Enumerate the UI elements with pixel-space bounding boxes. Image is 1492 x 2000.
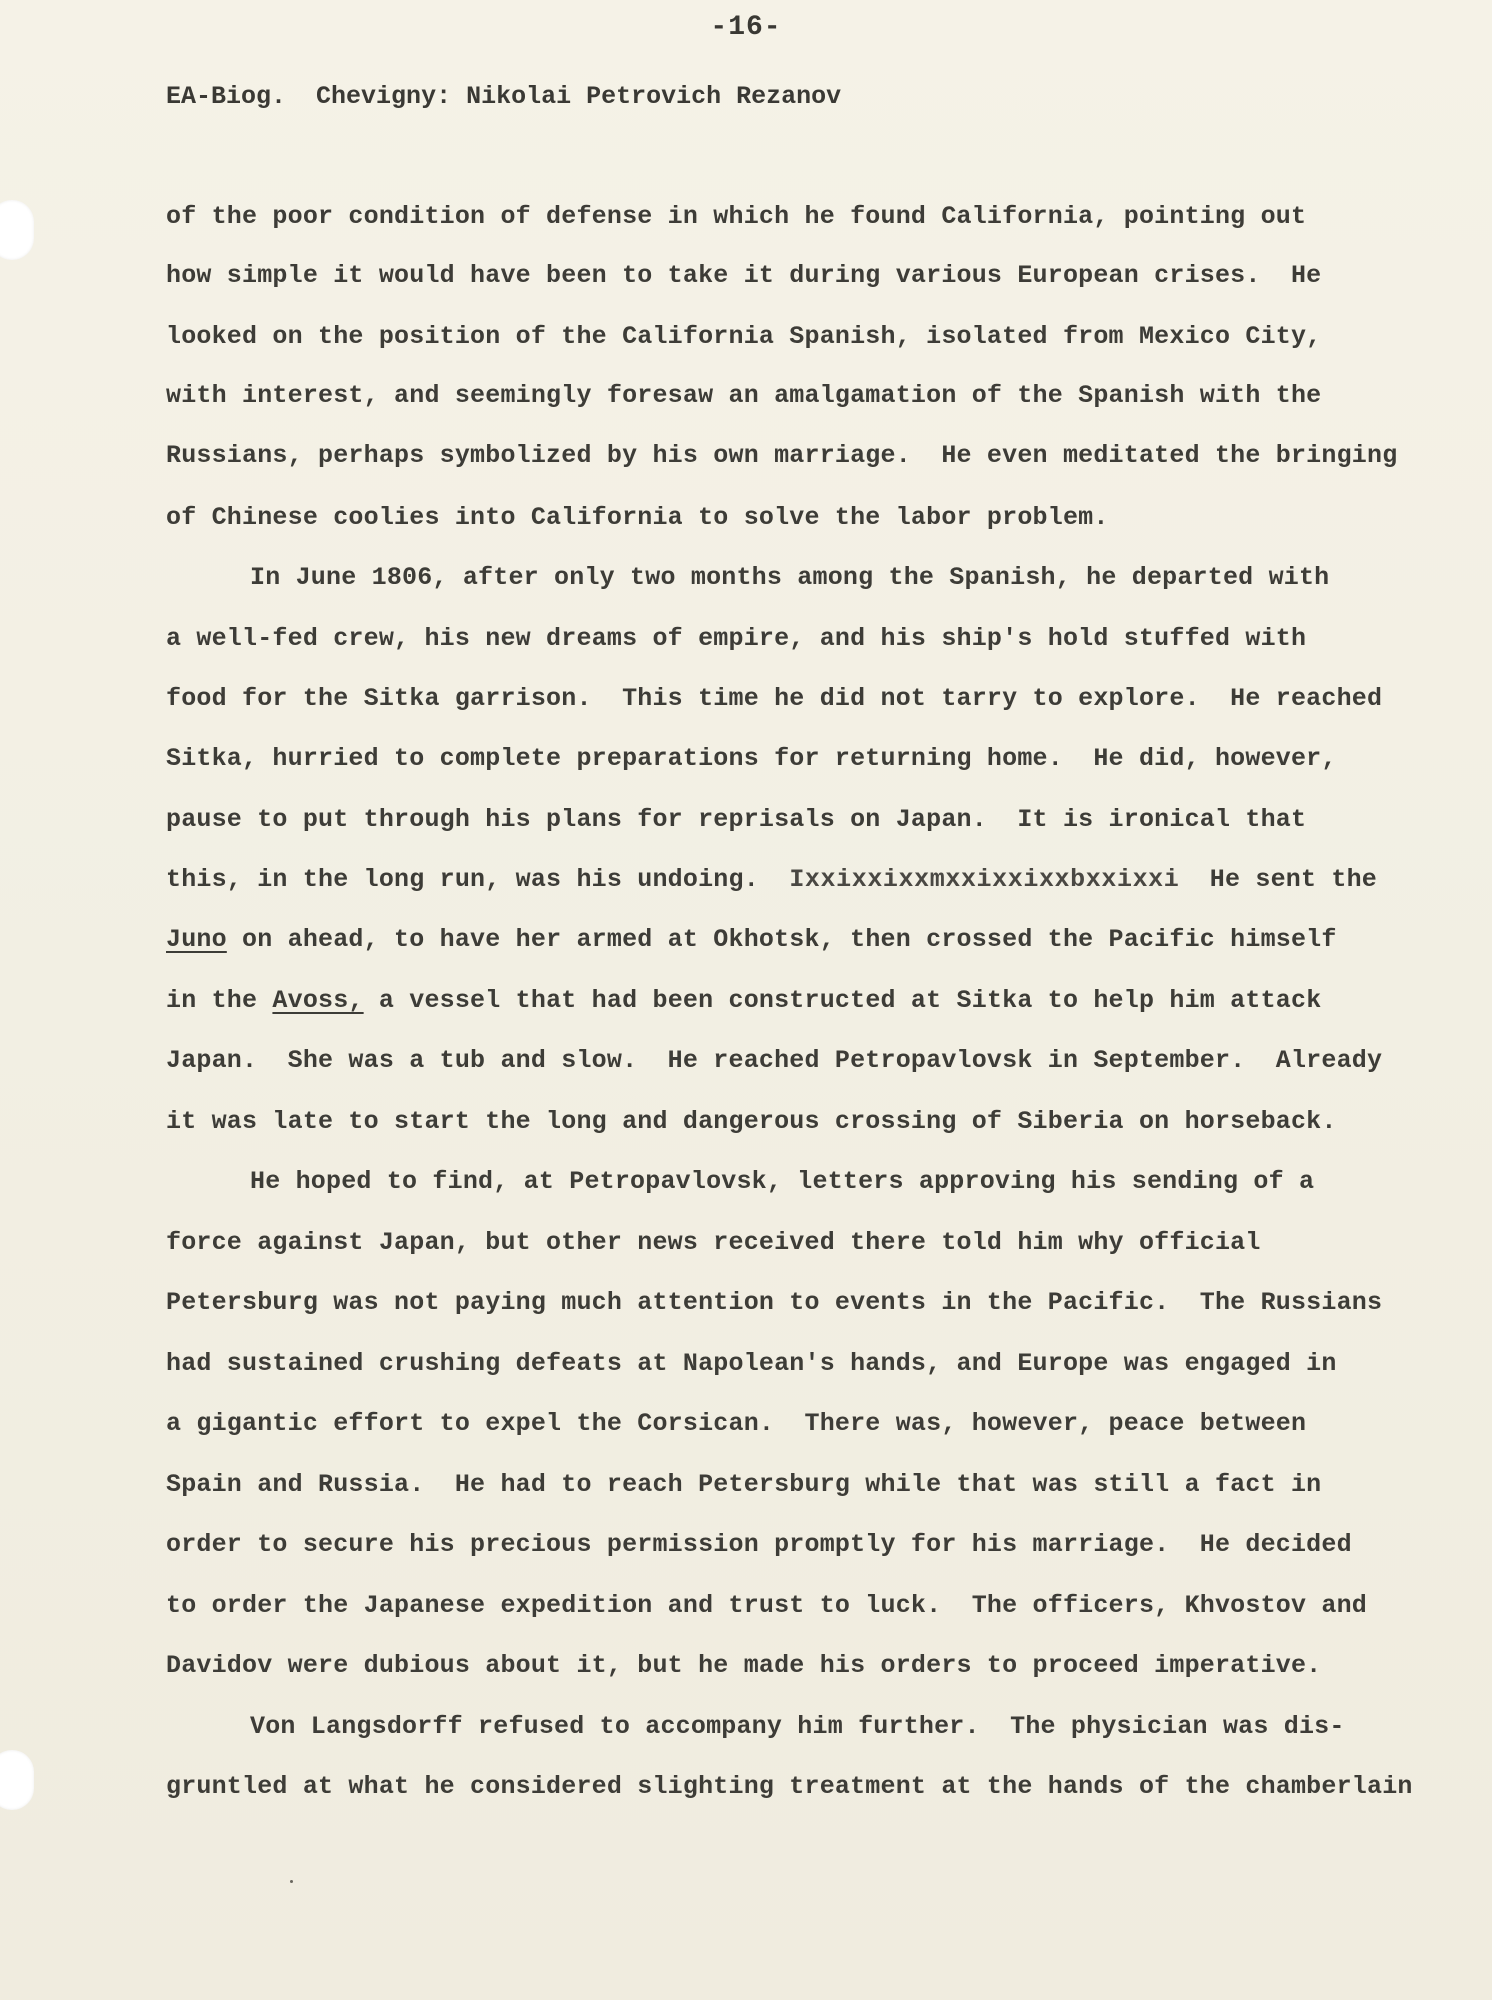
text-line: Japan. She was a tub and slow. He reached Petropavlovsk in September. Already [166,1046,1383,1075]
text-line [166,986,1321,1015]
text-line: Petersburg was not paying much attention to events in the Pacific. The Russians [166,1288,1383,1317]
text-line: a well-fed crew, his new dreams of empire, and his ship's hold stuffed with [166,624,1307,653]
ship-name-juno: Juno [166,925,227,954]
text-line: gruntled at what he considered slighting treatment at the hands of the chamberlain [166,1772,1413,1801]
text-line: order to secure his precious permission promptly for his marriage. He decided [166,1530,1352,1559]
header-series: EA-Biog. [166,82,287,111]
text-line: with interest, and seemingly foresaw an amalgamation of the Spanish with the [166,381,1322,410]
page-header [166,82,841,111]
text-line: a gigantic effort to expel the Corsican. There was, however, peace between [166,1409,1307,1438]
text-line [166,925,1337,954]
text-segment: this, in the long run, was his undoing. [166,865,759,894]
text-segment: He sent the [1209,865,1378,894]
text-line: of the poor condition of defense in which he found California, pointing out [166,202,1307,231]
text-line: pause to put through his plans for reprisals on Japan. It is ironical that [166,805,1307,834]
text-line: Davidov were dubious about it, but he made his orders to proceed imperative. [166,1651,1322,1680]
page-number: -16- [710,12,782,43]
punch-hole [0,200,34,260]
paper-speck [290,1880,293,1883]
text-line [166,865,1377,894]
text-line: looked on the position of the California Spanish, isolated from Mexico City, [166,322,1322,351]
punch-hole [0,1750,34,1810]
text-line: how simple it would have been to take it during various European crises. He [166,261,1322,290]
text-line: food for the Sitka garrison. This time he did not tarry to explore. He reached [166,684,1383,713]
text-line: of Chinese coolies into California to solve the labor problem. [166,503,1109,532]
struck-out-text: Ixxixxixxmxxixxixxbxxixxi [789,865,1180,894]
text-line: force against Japan, but other news received there told him why official [166,1228,1261,1257]
header-subject: Chevigny: Nikolai Petrovich Rezanov [316,82,842,111]
text-segment: a vessel that had been constructed at Sitka to help him attack [378,986,1322,1015]
text-line: Spain and Russia. He had to reach Petersburg while that was still a fact in [166,1470,1322,1499]
text-line: Sitka, hurried to complete preparations for returning home. He did, however, [166,744,1337,773]
text-line: it was late to start the long and dangerous crossing of Siberia on horseback. [166,1107,1337,1136]
text-segment: on ahead, to have her armed at Okhotsk, then crossed the Pacific himself [242,925,1337,954]
ship-name-avoss: Avoss, [272,986,364,1015]
text-line: Von Langsdorff refused to accompany him further. The physician was dis- [250,1712,1345,1741]
text-line: had sustained crushing defeats at Napolean's hands, and Europe was engaged in [166,1349,1337,1378]
text-line: In June 1806, after only two months among the Spanish, he departed with [250,563,1330,592]
text-line: Russians, perhaps symbolized by his own marriage. He even meditated the bringing [166,441,1398,470]
text-line: to order the Japanese expedition and trust to luck. The officers, Khvostov and [166,1591,1367,1620]
text-line: He hoped to find, at Petropavlovsk, letters approving his sending of a [250,1167,1315,1196]
text-segment: in the [166,986,258,1015]
